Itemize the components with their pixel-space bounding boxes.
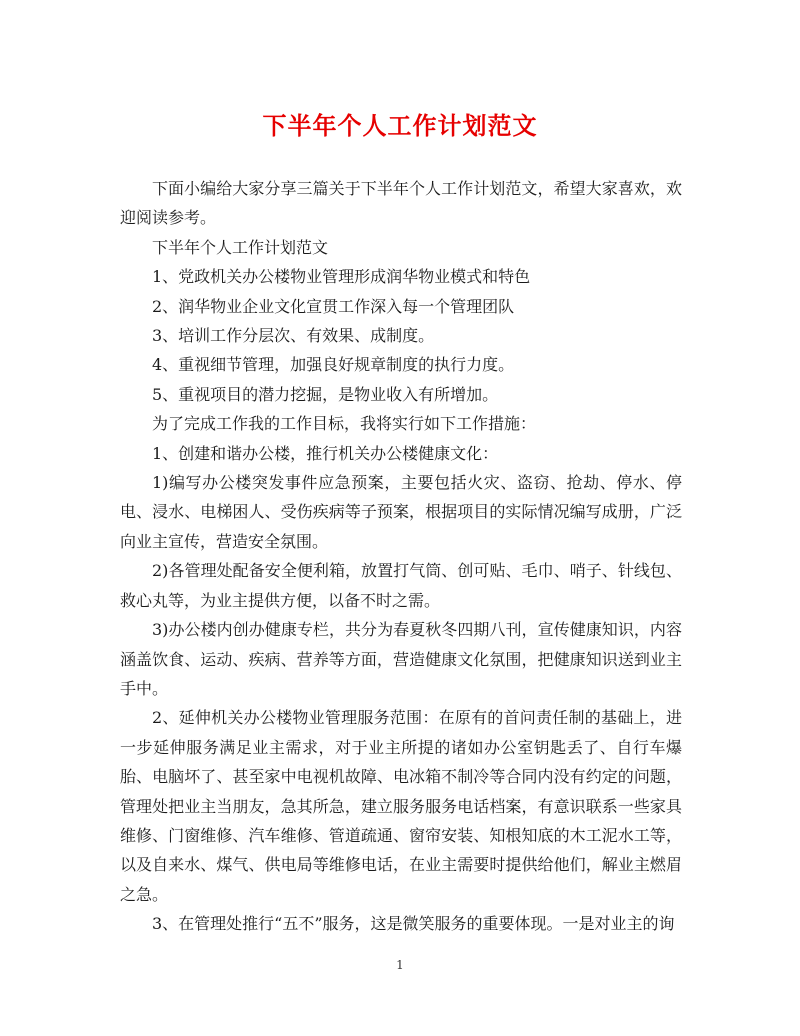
- paragraph-measures-intro: 为了完成工作我的工作目标，我将实行如下工作措施：: [152, 414, 537, 434]
- paragraph-measure-1-b: 2)各管理处配备安全便利箱，放置打气筒、创可贴、毛巾、哨子、针线包、救心丸等，为业主提供方便，以备不时之需。: [120, 561, 682, 610]
- paragraph-goal-2: 2、润华物业企业文化宣贯工作深入每一个管理团队: [152, 296, 515, 316]
- paragraph-goal-4: 4、重视细节管理，加强良好规章制度的执行力度。: [152, 355, 515, 375]
- paragraph-goal-1: 1、党政机关办公楼物业管理形成润华物业模式和特色: [152, 267, 531, 287]
- paragraph-measure-1-a: 1)编写办公楼突发事件应急预案，主要包括火灾、盗窃、抢劫、停水、停电、浸水、电梯困人、受伤疾病等子预案，根据项目的实际情况编写成册，广泛向业主宣传，营造安全氛围。: [120, 473, 682, 551]
- paragraph-measure-1: 1、创建和谐办公楼，推行机关办公楼健康文化：: [152, 443, 499, 463]
- paragraph-measure-3: 3、在管理处推行“五不”服务，这是微笑服务的重要体现。一是对业主的询: [152, 914, 675, 934]
- paragraph-goal-5: 5、重视项目的潜力挖掘，是物业收入有所增加。: [152, 384, 499, 404]
- page-number: 1: [396, 958, 404, 972]
- paragraph-measure-1-c: 3)办公楼内创办健康专栏，共分为春夏秋冬四期八刊，宣传健康知识，内容涵盖饮食、运动、疾病、营养等方面，营造健康文化氛围，把健康知识送到业主手中。: [120, 620, 682, 698]
- paragraph-intro: 下面小编给大家分享三篇关于下半年个人工作计划范文，希望大家喜欢，欢迎阅读参考。: [120, 179, 682, 228]
- paragraph-measure-2: 2、延伸机关办公楼物业管理服务范围：在原有的首问责任制的基础上，进一步延伸服务满足业主需求，对于业主所提的诸如办公室钥匙丢了、自行车爆胎、电脑坏了、甚至家中电视机故障、电冰箱不制冷等合同内没有约定的问题，管理处把业主当朋友，急其所急，建立服务服务电话档案，有意识联系一些家具维修、门窗维修、汽车维修、管道疏通、窗帘安装、知根知底的木工泥水工等，以及自来水、煤气、供电局等维修电话，在业主需要时提供给他们，解业主燃眉之急。: [120, 708, 682, 904]
- paragraph-subtitle: 下半年个人工作计划范文: [152, 237, 329, 257]
- document-body: [120, 174, 682, 939]
- document-title: 下半年个人工作计划范文: [262, 112, 538, 140]
- paragraph-goal-3: 3、培训工作分层次、有效果、成制度。: [152, 326, 435, 346]
